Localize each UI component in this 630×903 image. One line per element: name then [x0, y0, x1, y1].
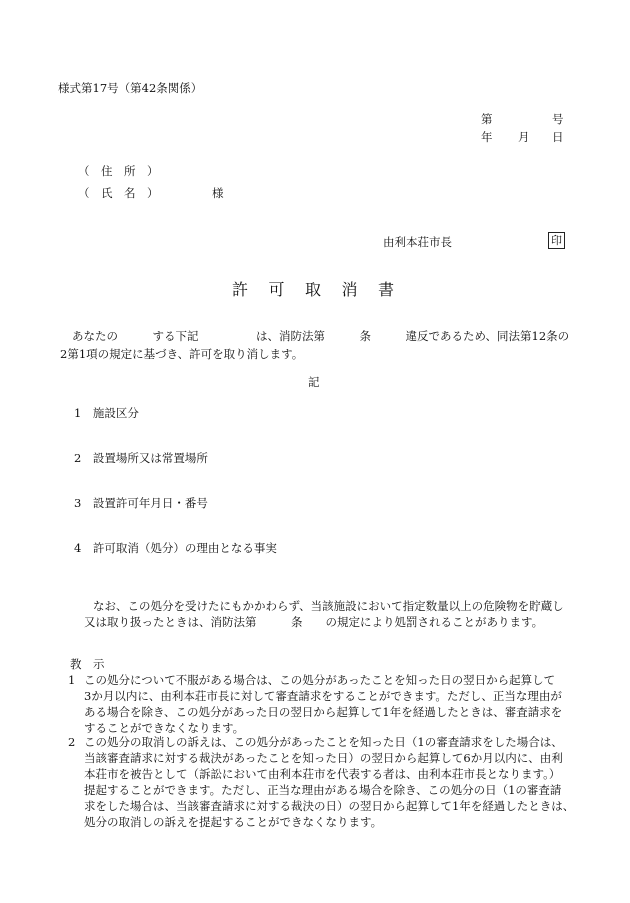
- instruction-line: 求をした場合は、当該審査請求に対する裁決の日）の翌日から起算して1年を経過したときは、: [84, 799, 575, 813]
- note-line-1: なお、この処分を受けたにもかかわらず、当該施設において指定数量以上の危険物を貯蔵し: [93, 599, 564, 613]
- item-location: 2 設置場所又は常置場所: [74, 451, 208, 465]
- instruction-paragraph-1: [68, 672, 588, 736]
- instruction-line: 本荘市を被告として（訴訟において由利本荘市を代表する者は、由利本荘市長となります。）: [84, 767, 561, 781]
- doc-number-prefix: 第: [481, 112, 493, 126]
- recipient-address-label: （ 住 所 ）: [78, 164, 159, 178]
- item-revocation-reason: 4 許可取消（処分）の理由となる事実: [74, 541, 277, 555]
- recipient-honorific: 様: [212, 186, 224, 200]
- recipient-name-label: （ 氏 名 ）: [78, 186, 159, 200]
- instruction-line: この処分の取消しの訴えは、この処分があったことを知った日（1の審査請求をした場合は、: [84, 735, 563, 749]
- instruction-line: 当該審査請求に対する裁決があったことを知った日）の翌日から起算して6か月以内に、由利: [84, 751, 563, 765]
- form-number: 様式第17号（第42条関係）: [58, 81, 203, 95]
- instruction-number: 1: [68, 673, 76, 687]
- instruction-paragraph-2: [68, 734, 588, 830]
- date-month: 月: [518, 130, 530, 144]
- item-facility-type: 1 施設区分: [74, 406, 139, 420]
- note-line-2: 又は取り扱ったときは、消防法第 条 の規定により処罰されることがあります。: [84, 615, 544, 629]
- date-day: 日: [552, 130, 564, 144]
- instruction-line: 提起することができます。ただし、正当な理由がある場合を除き、この処分の日（1の審査請: [84, 783, 562, 797]
- instruction-line: 3か月以内に、由利本荘市長に対して審査請求をすることができます。ただし、正当な理由が: [84, 689, 562, 703]
- instruction-line: この処分について不服がある場合は、この処分があったことを知った日の翌日から起算して: [84, 673, 556, 687]
- instruction-line: ある場合を除き、この処分があった日の翌日から起算して1年を経過したときは、審査請求を: [84, 705, 563, 719]
- ki-heading: 記: [308, 375, 320, 389]
- instruction-number: 2: [68, 735, 76, 749]
- document-title: 許可取消書: [232, 280, 415, 299]
- body-line-2: 2第1項の規定に基づき、許可を取り消します。: [60, 347, 304, 361]
- issuer-title: 由利本荘市長: [383, 235, 452, 249]
- instruction-line: 処分の取消しの訴えを提起することができなくなります。: [84, 815, 383, 829]
- seal-mark: 印: [548, 232, 565, 249]
- instruction-title: 教 示: [70, 657, 105, 671]
- doc-number-suffix: 号: [552, 112, 564, 126]
- instruction-line: することができなくなります。: [84, 721, 245, 735]
- date-year: 年: [481, 130, 493, 144]
- body-line-1: あなたの する下記 は、消防法第 条 違反であるため、同法第12条の: [72, 329, 570, 343]
- item-permit-date-number: 3 設置許可年月日・番号: [74, 496, 208, 510]
